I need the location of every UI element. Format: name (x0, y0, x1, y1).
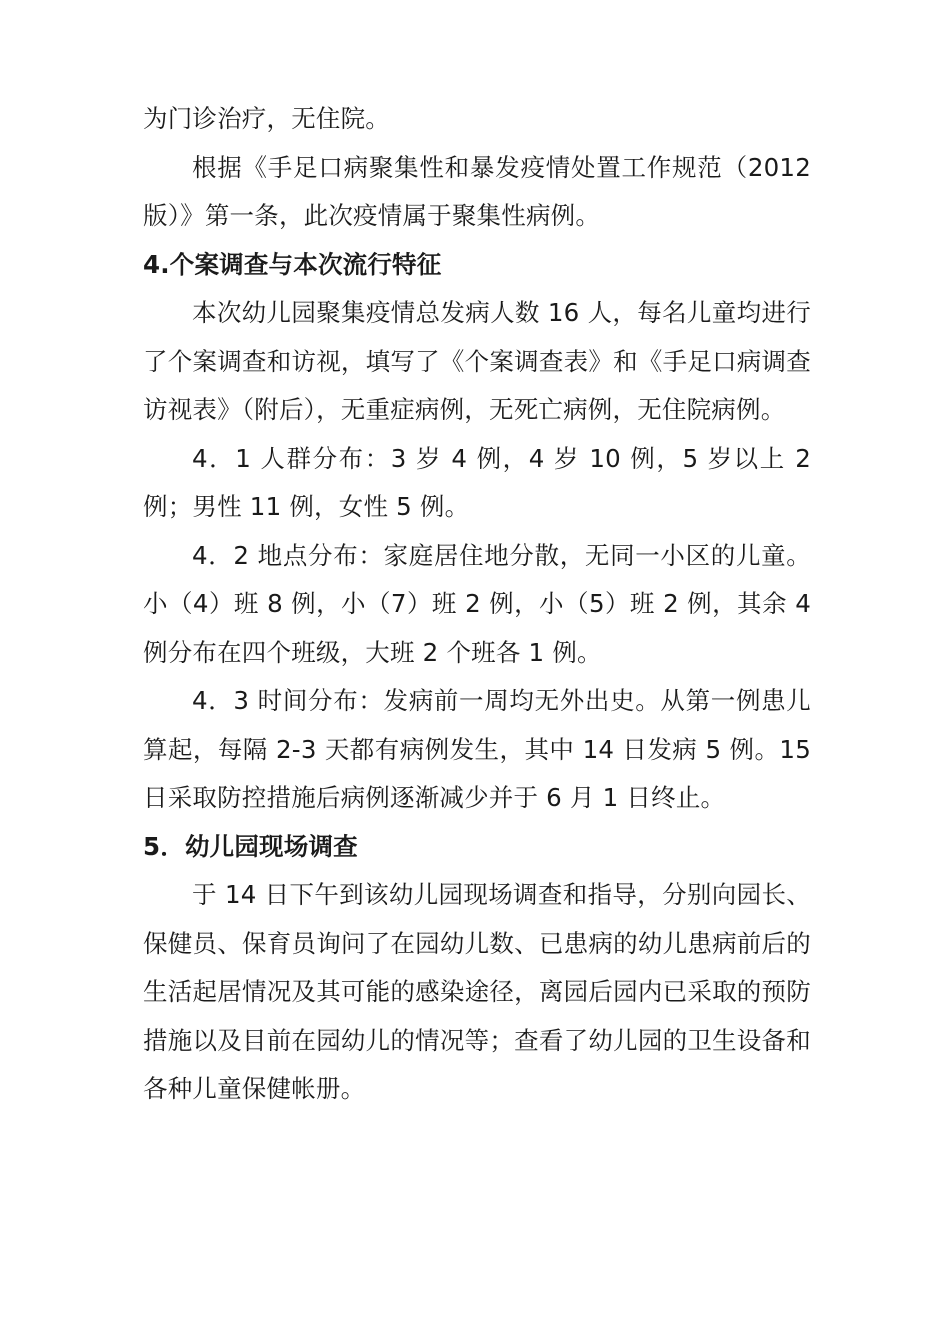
section-heading-case-investigation: 4.个案调查与本次流行特征 (143, 249, 442, 279)
paragraph-time-distribution: 4．3 时间分布：发病前一周均无外出史。从第一例患儿算起，每隔 2-3 天都有病例发生，其中 14 日发病 5 例。15 日采取防控措施后病例逐渐减少并于 6 月 1 日终止。 (143, 686, 811, 812)
section-heading-field-investigation: 5．幼儿园现场调查 (143, 831, 358, 861)
paragraph-case-summary: 本次幼儿园聚集疫情总发病人数 16 人，每名儿童均进行了个案调查和访视，填写了《个案调查表》和《手足口病调查访视表》（附后），无重症病例，无死亡病例，无住院病例。 (143, 298, 811, 424)
paragraph-treatment: 为门诊治疗，无住院。 (143, 104, 390, 133)
paragraph-classification: 根据《手足口病聚集性和暴发疫情处置工作规范（2012 版）》第一条，此次疫情属于聚集性病例。 (143, 152, 811, 230)
paragraph-field-investigation: 于 14 日下午到该幼儿园现场调查和指导，分别向园长、保健员、保育员询问了在园幼儿数、已患病的幼儿患病前后的生活起居情况及其可能的感染途径，离园后园内已采取的预防措施以及目前在园幼儿的情况等；查看了幼儿园的卫生设备和各种儿童保健帐册。 (143, 880, 811, 1103)
paragraph-location-distribution: 4．2 地点分布：家庭居住地分散，无同一小区的儿童。小（4）班 8 例，小（7）班 2 例，小（5）班 2 例，其余 4 例分布在四个班级，大班 2 个班各 1 例。 (143, 540, 811, 667)
paragraph-population-distribution: 4．1 人群分布：3 岁 4 例，4 岁 10 例，5 岁以上 2 例；男性 11 例，女性 5 例。 (143, 443, 811, 521)
document-body (143, 95, 811, 1114)
